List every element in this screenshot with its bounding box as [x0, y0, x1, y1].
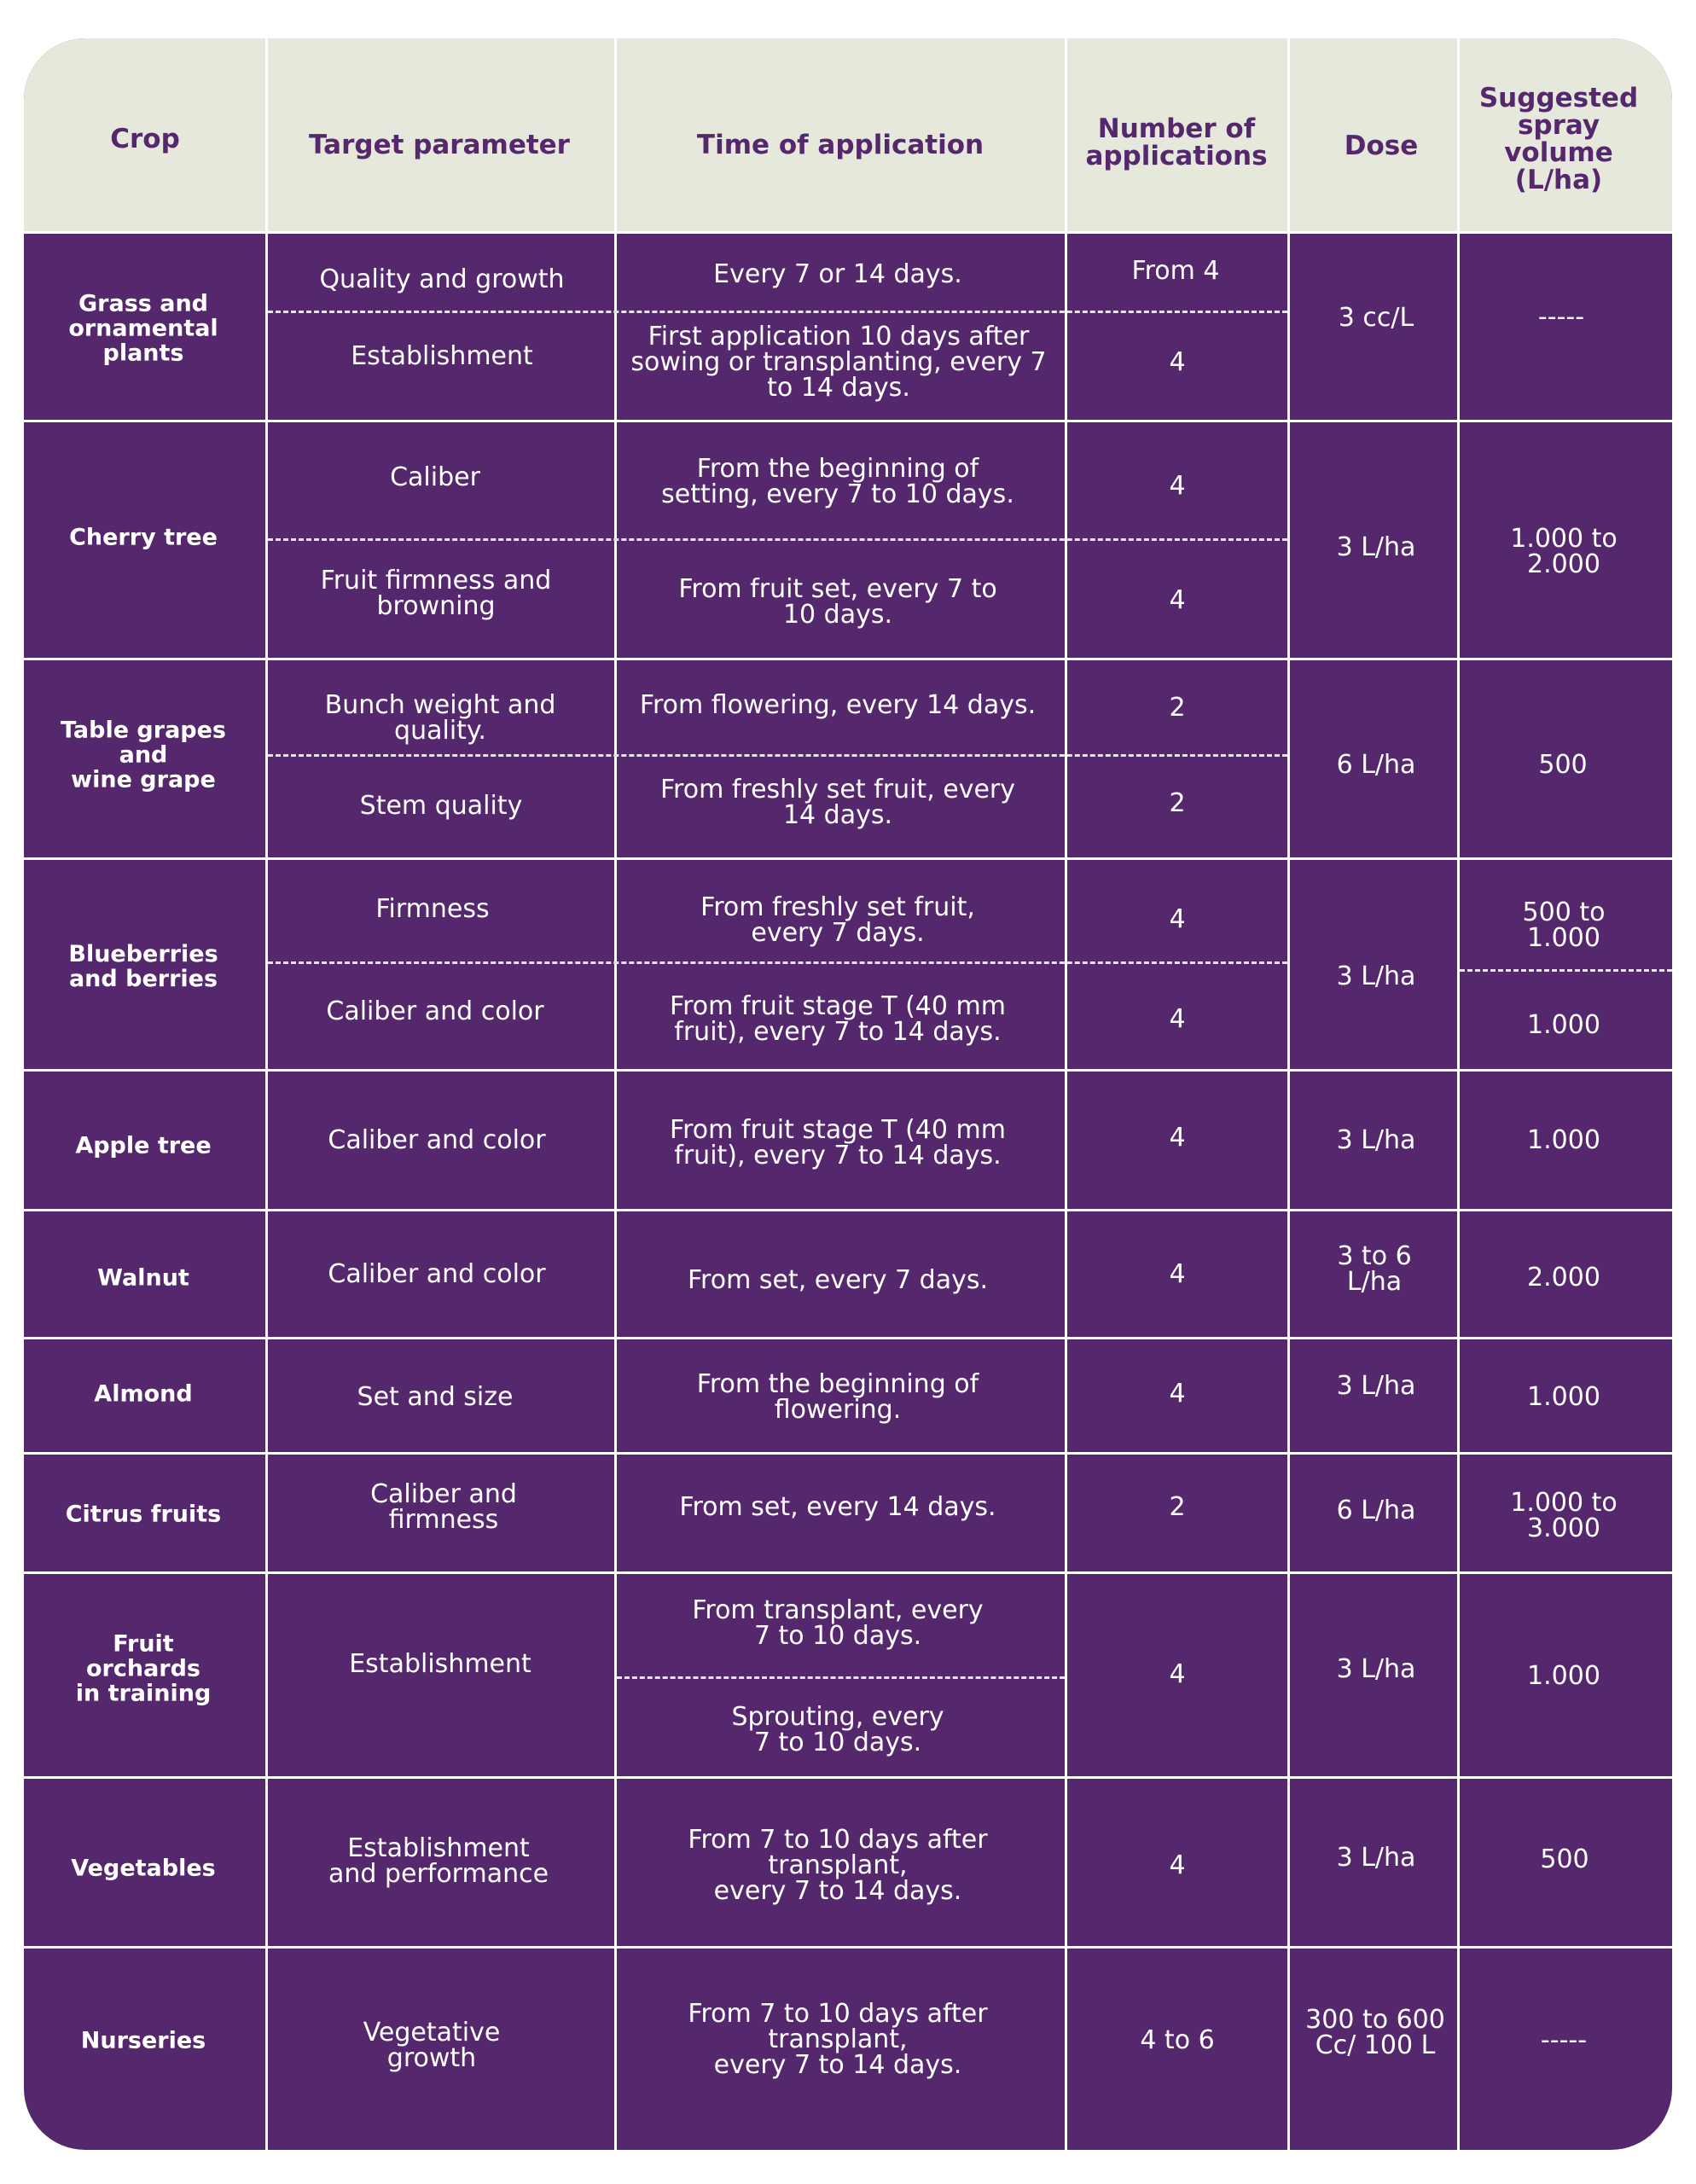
target-cell: Vegetative growth: [363, 2018, 501, 2073]
time-cell: From the beginning of flowering.: [696, 1369, 979, 1425]
crop-cell: Almond: [94, 1380, 193, 1408]
number-cell: 4: [1169, 904, 1186, 934]
header-number: Number of applications: [1085, 113, 1268, 171]
crop-cell: Cherry tree: [69, 524, 218, 551]
number-cell: 4: [1169, 1850, 1186, 1880]
dose-cell: 3 L/ha: [1336, 1843, 1416, 1873]
spray-cell: 1.000: [1527, 1661, 1600, 1691]
crop-cell: Apple tree: [75, 1132, 212, 1159]
target-cell: Caliber and color: [328, 1125, 546, 1155]
time-cell: From fruit set, every 7 to 10 days.: [678, 574, 997, 630]
number-cell: 4: [1169, 1259, 1186, 1289]
crop-cell: Fruit orchards in training: [75, 1630, 212, 1707]
row-divider: [24, 231, 1672, 234]
number-cell: 4: [1169, 1004, 1186, 1034]
number-cell: From 4: [1131, 256, 1220, 286]
subrow-divider: [617, 1676, 1065, 1679]
number-cell: 4: [1169, 1659, 1186, 1689]
time-cell: Every 7 or 14 days.: [713, 259, 962, 289]
header-spray-volume: Suggested spray volume (L/ha): [1478, 83, 1639, 195]
crop-cell: Grass and ornamental plants: [68, 290, 218, 367]
time-cell: From freshly set fruit, every 14 days.: [659, 775, 1016, 830]
crop-cell: Nurseries: [80, 2027, 206, 2054]
number-cell: 4: [1169, 471, 1186, 501]
time-cell: From fruit stage T (40 mm fruit), every 7 to 14 days.: [670, 991, 1006, 1047]
target-cell: Establishment: [349, 1649, 531, 1679]
application-table: [24, 38, 1672, 2150]
time-cell: From fruit stage T (40 mm fruit), every 7 to 14 days.: [670, 1115, 1006, 1170]
number-cell: 2: [1169, 693, 1186, 723]
crop-cell: Table grapes and wine grape: [60, 717, 227, 793]
time-cell: From freshly set fruit, every 7 days.: [700, 892, 975, 948]
header-crop: Crop: [110, 124, 180, 154]
dose-cell: 3 L/ha: [1336, 532, 1416, 562]
row-divider: [24, 1776, 1672, 1779]
number-cell: 4: [1169, 585, 1186, 615]
time-cell: From set, every 14 days.: [679, 1492, 996, 1522]
dose-cell: 6 L/ha: [1336, 750, 1416, 780]
header-dose: Dose: [1344, 131, 1419, 161]
column-divider: [1287, 38, 1290, 2150]
time-cell: From flowering, every 14 days.: [639, 690, 1037, 720]
row-divider: [24, 420, 1672, 422]
target-cell: Quality and growth: [319, 264, 565, 294]
spray-cell: 500 to 1.000: [1522, 897, 1606, 953]
dose-cell: 3 L/ha: [1336, 961, 1416, 991]
target-cell: Bunch weight and quality.: [324, 690, 556, 746]
column-divider: [1065, 38, 1067, 2150]
spray-cell: 500: [1538, 750, 1588, 780]
row-divider: [24, 1337, 1672, 1339]
number-cell: 4: [1169, 347, 1186, 377]
subrow-divider: [268, 961, 1287, 964]
dose-cell: 3 cc/L: [1338, 303, 1414, 333]
spray-cell: 1.000 to 3.000: [1510, 1488, 1618, 1543]
row-divider: [24, 1452, 1672, 1455]
time-cell: From transplant, every 7 to 10 days.: [692, 1595, 984, 1651]
column-divider: [1457, 38, 1460, 2150]
time-cell: From the beginning of setting, every 7 to 10 days.: [661, 454, 1014, 509]
spray-cell: -----: [1540, 2025, 1588, 2055]
target-cell: Establishment: [351, 341, 533, 371]
time-cell: Sprouting, every 7 to 10 days.: [731, 1702, 944, 1757]
row-divider: [24, 1069, 1672, 1072]
dose-cell: 3 to 6 L/ha: [1337, 1241, 1412, 1297]
number-cell: 4: [1169, 1379, 1186, 1409]
number-cell: 2: [1169, 1492, 1186, 1522]
target-cell: Caliber and firmness: [370, 1479, 517, 1535]
dose-cell: 6 L/ha: [1336, 1496, 1416, 1525]
time-cell: From 7 to 10 days after transplant, every 7 to 14 days.: [688, 1999, 988, 2080]
spray-cell: 2.000: [1527, 1263, 1600, 1292]
dose-cell: 3 L/ha: [1336, 1125, 1416, 1155]
number-cell: 4: [1169, 1123, 1186, 1153]
spray-cell: 1.000: [1527, 1382, 1600, 1412]
spray-cell: -----: [1537, 302, 1585, 332]
header-time: Time of application: [696, 130, 984, 160]
header-target: Target parameter: [309, 130, 570, 160]
row-divider: [24, 658, 1672, 660]
number-cell: 4 to 6: [1140, 2025, 1215, 2055]
crop-cell: Blueberries and berries: [68, 941, 218, 992]
spray-cell: 1.000: [1527, 1125, 1600, 1155]
column-divider: [265, 38, 268, 2150]
subrow-divider: [1460, 969, 1672, 972]
target-cell: Establishment and performance: [328, 1833, 549, 1889]
target-cell: Firmness: [375, 894, 490, 924]
spray-cell: 500: [1540, 1844, 1589, 1874]
row-divider: [24, 1571, 1672, 1574]
time-cell: From set, every 7 days.: [687, 1265, 989, 1295]
column-divider: [614, 38, 617, 2150]
crop-cell: Vegetables: [71, 1855, 216, 1882]
crop-cell: Citrus fruits: [65, 1501, 222, 1528]
target-cell: Stem quality: [359, 791, 523, 821]
row-divider: [24, 1209, 1672, 1211]
target-cell: Caliber and color: [328, 1259, 546, 1289]
row-divider: [24, 857, 1672, 860]
subrow-divider: [268, 754, 1287, 757]
target-cell: Caliber and color: [326, 996, 544, 1026]
row-divider: [24, 1946, 1672, 1949]
dose-cell: 3 L/ha: [1336, 1654, 1416, 1684]
dose-cell: 300 to 600 Cc/ 100 L: [1305, 2005, 1445, 2060]
time-cell: From 7 to 10 days after transplant, every 7 to 14 days.: [688, 1825, 988, 1906]
target-cell: Fruit firmness and browning: [320, 566, 552, 621]
target-cell: Caliber: [390, 462, 480, 492]
spray-cell: 1.000: [1527, 1010, 1600, 1040]
number-cell: 2: [1169, 788, 1186, 818]
subrow-divider: [268, 538, 1287, 541]
time-cell: First application 10 days after sowing or transplanting, every 7 to 14 days.: [630, 322, 1047, 403]
crop-cell: Walnut: [97, 1264, 189, 1292]
spray-cell: 1.000 to 2.000: [1510, 524, 1618, 579]
dose-cell: 3 L/ha: [1336, 1371, 1416, 1401]
target-cell: Set and size: [357, 1382, 514, 1412]
subrow-divider: [268, 311, 1287, 313]
